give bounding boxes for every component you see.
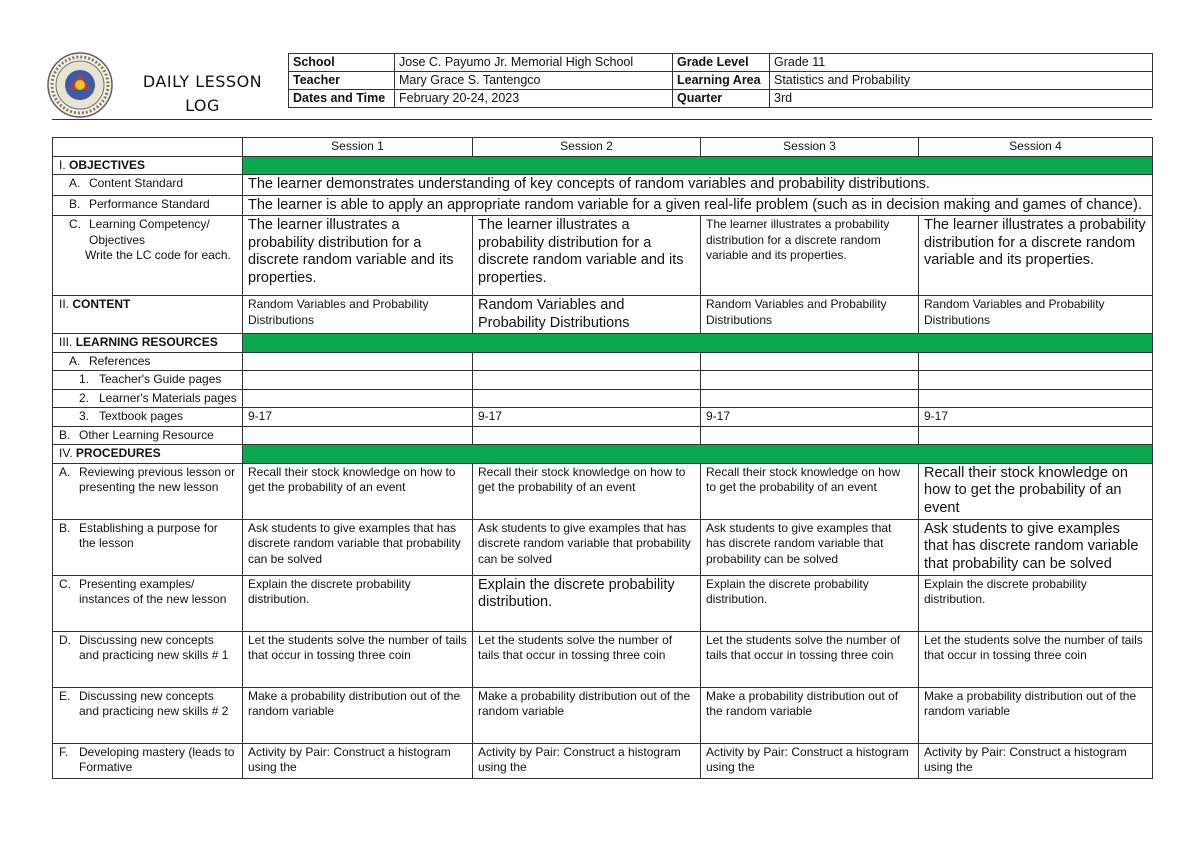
procedure-row-f xyxy=(53,743,1153,778)
performance-standard-label: Performance Standard xyxy=(89,196,210,211)
learners-materials-label-cell xyxy=(53,389,243,408)
procedure-c-label-cell xyxy=(53,575,243,631)
references-row xyxy=(53,352,1153,371)
learning-area-label: Learning Area xyxy=(673,72,770,90)
textbook-pages-session-3: 9-17 xyxy=(701,408,919,427)
procedure-a-label: Reviewing previous lesson or presenting the new lesson xyxy=(79,464,236,494)
procedure-b-session-4: Ask students to give examples that has discrete random variable that probability can be solved xyxy=(919,519,1153,575)
teacher-value: Mary Grace S. Tantengco xyxy=(395,72,673,90)
competency-key: C. xyxy=(69,217,81,231)
learners-materials-key: 2. xyxy=(79,390,90,405)
competency-sublabel: Write the LC code for each. xyxy=(85,248,231,262)
procedure-d-session-3: Let the students solve the number of tails that occur in tossing three coin xyxy=(701,631,919,687)
procedure-d-session-1: Let the students solve the number of tails that occur in tossing three coin xyxy=(243,631,473,687)
procedure-d-session-4: Let the students solve the number of tails that occur in tossing three coin xyxy=(919,631,1153,687)
procedure-e-label-cell xyxy=(53,687,243,743)
learners-materials-cell-2 xyxy=(473,389,701,408)
procedure-e-session-3: Make a probability distribution out of the random variable xyxy=(701,687,919,743)
procedure-b-label-cell xyxy=(53,519,243,575)
procedure-b-label: Establishing a purpose for the lesson xyxy=(79,520,218,550)
resources-green-band xyxy=(243,334,1153,353)
teachers-guide-label-cell xyxy=(53,371,243,390)
teachers-guide-row xyxy=(53,371,1153,390)
textbook-pages-session-1: 9-17 xyxy=(243,408,473,427)
school-value: Jose C. Payumo Jr. Memorial High School xyxy=(395,54,673,72)
procedure-d-session-2: Let the students solve the number of tails that occur in tossing three coin xyxy=(473,631,701,687)
competency-label-cell xyxy=(53,216,243,296)
procedure-b-session-2: Ask students to give examples that has discrete random variable that probability can be solved xyxy=(473,519,701,575)
procedure-b-session-3: Ask students to give examples that has discrete random variable that probability can be solved xyxy=(701,519,919,575)
title-line-2: LOG xyxy=(185,96,220,115)
objectives-title: OBJECTIVES xyxy=(69,157,146,172)
corner-cell xyxy=(53,138,243,157)
procedure-b-key: B. xyxy=(59,520,71,535)
procedure-row-d xyxy=(53,631,1153,687)
procedure-a-session-1: Recall their stock knowledge on how to get the probability of an event xyxy=(243,463,473,519)
content-standard-label-cell xyxy=(53,175,243,196)
procedure-c-key: C. xyxy=(59,576,71,591)
competency-row xyxy=(53,216,1153,296)
dates-value: February 20-24, 2023 xyxy=(395,90,673,108)
content-standard-row xyxy=(53,175,1153,196)
procedure-a-session-2: Recall their stock knowledge on how to get the probability of an event xyxy=(473,463,701,519)
other-resource-cell-2 xyxy=(473,426,701,445)
content-number: II. xyxy=(59,297,70,311)
quarter-label: Quarter xyxy=(673,90,770,108)
session-4-header: Session 4 xyxy=(919,138,1153,157)
learners-materials-row xyxy=(53,389,1153,408)
references-cell-2 xyxy=(473,352,701,371)
other-resource-label-cell xyxy=(53,426,243,445)
teachers-guide-label: Teacher's Guide pages xyxy=(99,372,222,386)
procedure-f-label-cell xyxy=(53,743,243,778)
resources-title: LEARNING RESOURCES xyxy=(75,335,218,349)
procedure-f-session-2: Activity by Pair: Construct a histogram using the xyxy=(473,743,701,778)
procedure-a-session-3: Recall their stock knowledge on how to get the probability of an event xyxy=(701,463,919,519)
other-resource-label: Other Learning Resource xyxy=(79,427,214,442)
deped-seal-logo xyxy=(47,52,113,118)
procedure-f-session-4: Activity by Pair: Construct a histogram using the xyxy=(919,743,1153,778)
textbook-key: 3. xyxy=(79,409,90,423)
content-row xyxy=(53,296,1153,334)
teachers-guide-cell-4 xyxy=(919,371,1153,390)
procedure-d-label-cell xyxy=(53,631,243,687)
sessions-header-row xyxy=(53,138,1153,157)
content-session-4: Random Variables and Probability Distributions xyxy=(919,296,1153,334)
references-label-cell xyxy=(53,352,243,371)
procedure-e-label: Discussing new concepts and practicing new skills # 2 xyxy=(79,688,229,718)
procedure-row-e xyxy=(53,687,1153,743)
content-standard-text: The learner demonstrates understanding of key concepts of random variables and probability distributions. xyxy=(243,175,1153,196)
learners-materials-label: Learner's Materials pages xyxy=(99,390,237,405)
procedure-c-session-3: Explain the discrete probability distribution. xyxy=(701,575,919,631)
references-cell-3 xyxy=(701,352,919,371)
procedure-f-session-1: Activity by Pair: Construct a histogram using the xyxy=(243,743,473,778)
dates-label: Dates and Time xyxy=(289,90,395,108)
procedure-f-key: F. xyxy=(59,744,69,759)
textbook-pages-session-2: 9-17 xyxy=(473,408,701,427)
learning-area-value: Statistics and Probability xyxy=(770,72,1153,90)
objectives-green-band xyxy=(243,156,1153,175)
objectives-number: I. xyxy=(59,157,66,172)
content-heading xyxy=(53,296,243,334)
teachers-guide-key: 1. xyxy=(79,372,90,386)
competency-label: Learning Competency/ Objectives xyxy=(89,217,210,247)
learners-materials-cell-1 xyxy=(243,389,473,408)
procedure-c-session-2: Explain the discrete probability distribution. xyxy=(473,575,701,631)
procedure-e-session-2: Make a probability distribution out of the random variable xyxy=(473,687,701,743)
procedure-e-session-4: Make a probability distribution out of the random variable xyxy=(919,687,1153,743)
procedure-e-key: E. xyxy=(59,688,71,703)
textbook-label-cell xyxy=(53,408,243,427)
competency-session-3: The learner illustrates a probability distribution for a discrete random variable and its properties. xyxy=(701,216,919,296)
teachers-guide-cell-2 xyxy=(473,371,701,390)
grade-level-label: Grade Level xyxy=(673,54,770,72)
procedure-a-session-4: Recall their stock knowledge on how to get the probability of an event xyxy=(919,463,1153,519)
session-1-header: Session 1 xyxy=(243,138,473,157)
procedure-a-label-cell xyxy=(53,463,243,519)
performance-standard-text: The learner is able to apply an appropriate random variable for a given real-life problem (such as in decision making and games of chance). xyxy=(243,195,1153,216)
other-resource-row xyxy=(53,426,1153,445)
procedures-section-row xyxy=(53,445,1153,464)
textbook-row xyxy=(53,408,1153,427)
objectives-section-row xyxy=(53,156,1153,175)
content-title: CONTENT xyxy=(72,297,131,311)
references-cell-4 xyxy=(919,352,1153,371)
document-title xyxy=(120,70,285,118)
learners-materials-cell-3 xyxy=(701,389,919,408)
session-3-header: Session 3 xyxy=(701,138,919,157)
procedure-c-session-1: Explain the discrete probability distribution. xyxy=(243,575,473,631)
performance-standard-key: B. xyxy=(69,196,81,211)
content-standard-key: A. xyxy=(69,176,81,190)
references-label: References xyxy=(89,353,151,368)
content-session-1: Random Variables and Probability Distributions xyxy=(243,296,473,334)
textbook-pages-session-4: 9-17 xyxy=(919,408,1153,427)
school-row xyxy=(289,54,1153,72)
resources-heading xyxy=(53,334,243,353)
textbook-label: Textbook pages xyxy=(99,409,184,423)
procedure-f-label: Developing mastery (leads to Formative xyxy=(79,744,235,774)
teacher-row xyxy=(289,72,1153,90)
resources-number: III. xyxy=(59,335,73,349)
procedure-row-c xyxy=(53,575,1153,631)
procedures-title: PROCEDURES xyxy=(75,446,161,460)
other-resource-key: B. xyxy=(59,427,71,442)
resources-section-row xyxy=(53,334,1153,353)
procedure-row-a xyxy=(53,463,1153,519)
performance-standard-label-cell xyxy=(53,195,243,216)
references-cell-1 xyxy=(243,352,473,371)
procedure-a-key: A. xyxy=(59,464,71,479)
other-resource-cell-3 xyxy=(701,426,919,445)
references-key: A. xyxy=(69,353,81,368)
content-session-3: Random Variables and Probability Distributions xyxy=(701,296,919,334)
title-line-1: DAILY LESSON xyxy=(142,72,263,91)
content-session-2: Random Variables and Probability Distributions xyxy=(473,296,701,334)
procedure-f-session-3: Activity by Pair: Construct a histogram using the xyxy=(701,743,919,778)
performance-standard-row xyxy=(53,195,1153,216)
quarter-value: 3rd xyxy=(770,90,1153,108)
school-label: School xyxy=(289,54,395,72)
procedures-number: IV. xyxy=(59,446,73,460)
dates-row xyxy=(289,90,1153,108)
procedure-d-label: Discussing new concepts and practicing new skills # 1 xyxy=(79,632,229,662)
procedures-green-band xyxy=(243,445,1153,464)
procedures-heading xyxy=(53,445,243,464)
content-standard-label: Content Standard xyxy=(89,176,184,190)
procedure-row-b xyxy=(53,519,1153,575)
other-resource-cell-1 xyxy=(243,426,473,445)
competency-session-2: The learner illustrates a probability distribution for a discrete random variable and its properties. xyxy=(473,216,701,296)
grade-level-value: Grade 11 xyxy=(770,54,1153,72)
competency-session-4: The learner illustrates a probability distribution for a discrete random variable and its properties. xyxy=(919,216,1153,296)
competency-session-1: The learner illustrates a probability distribution for a discrete random variable and its properties. xyxy=(243,216,473,296)
teacher-label: Teacher xyxy=(289,72,395,90)
header-info-table xyxy=(288,53,1153,108)
lesson-log-table xyxy=(52,137,1153,779)
header-divider xyxy=(52,119,1152,120)
procedure-b-session-1: Ask students to give examples that has discrete random variable that probability can be solved xyxy=(243,519,473,575)
procedure-c-label: Presenting examples/ instances of the new lesson xyxy=(79,576,227,606)
teachers-guide-cell-1 xyxy=(243,371,473,390)
procedure-e-session-1: Make a probability distribution out of the random variable xyxy=(243,687,473,743)
learners-materials-cell-4 xyxy=(919,389,1153,408)
objectives-heading xyxy=(53,156,243,175)
session-2-header: Session 2 xyxy=(473,138,701,157)
procedure-d-key: D. xyxy=(59,632,71,647)
procedure-c-session-4: Explain the discrete probability distribution. xyxy=(919,575,1153,631)
teachers-guide-cell-3 xyxy=(701,371,919,390)
other-resource-cell-4 xyxy=(919,426,1153,445)
